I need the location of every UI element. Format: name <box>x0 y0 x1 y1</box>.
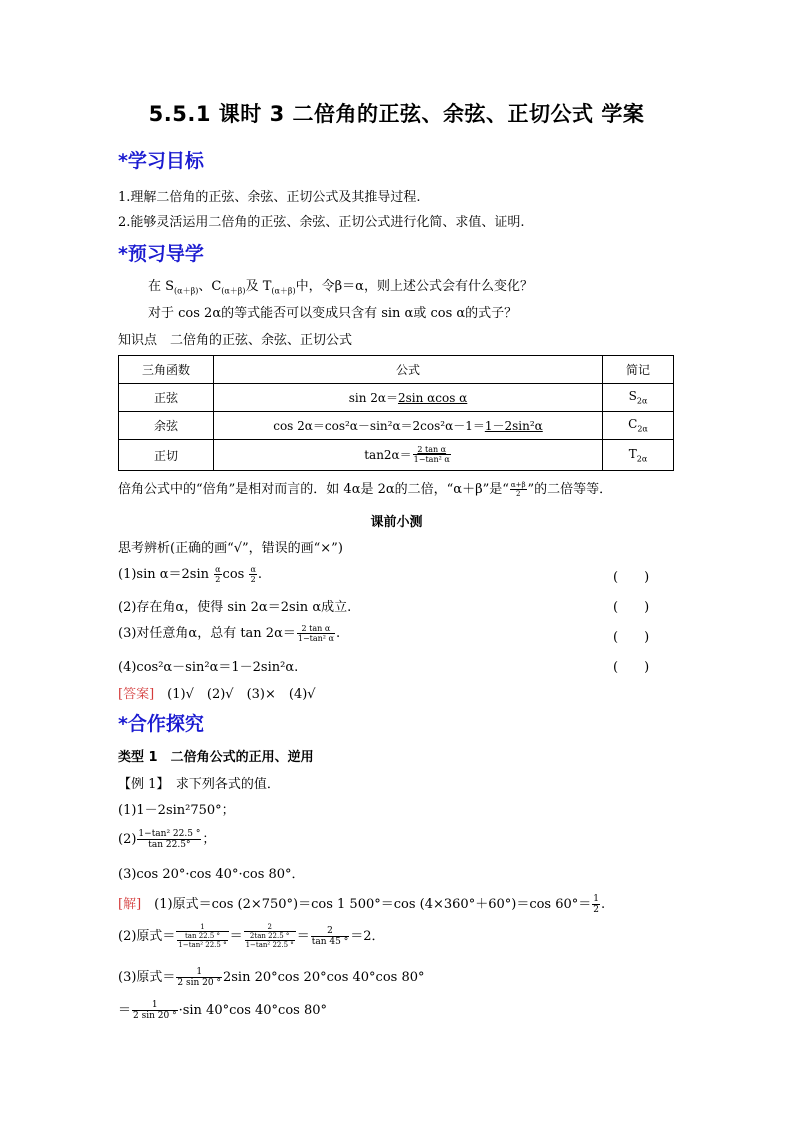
goal-1: 1.理解二倍角的正弦、余弦、正切公式及其推导过程. <box>118 190 421 205</box>
quiz-item-4: (4)cos²α－sin²α＝1－2sin²α. <box>118 660 299 675</box>
preview-question-2: 对于 cos 2α的等式能否可以变成只含有 sin α或 cos α的式子？ <box>148 306 518 321</box>
solution-1: [解] (1)原式＝cos (2×750°)＝cos 1 500°＝cos (4×360°＋60°)＝cos 60°＝ $\frac{1}{2}$ . <box>118 893 606 915</box>
table-row <box>119 440 674 471</box>
table-cell-name: 余弦 <box>119 412 214 440</box>
table-cell-name: 正弦 <box>119 384 214 412</box>
solution-3: (3)原式＝ $\frac{1}{2 \sin 20 ^\circ}$ 2sin 20°cos 20°cos 40°cos 80° <box>118 966 425 988</box>
fraction: $\frac{\text{2 tan α}}{\text{1−tan² α}}$ <box>297 623 334 643</box>
page-title: 5.5.1 课时 3 二倍角的正弦、余弦、正切公式 学案 <box>148 102 645 126</box>
fraction: $\frac{\alpha}{2}$ <box>250 564 256 584</box>
solution-4: ＝ $\frac{1}{2 \sin 20 ^\circ}$ ·sin 40°cos 40°cos 80° <box>118 999 327 1021</box>
solution-2: (2)原式＝ $\frac{1}{\frac{\tan 22.5 ^\circ}{\text{1−tan² 22.5 °}}}$ ＝ $\frac{2}{\frac{2\tan 22.5 ^\circ}{\text{1−tan² 22.5 °}}}$ ＝ $\frac{2}{\tan 45 ^\circ}$ ＝2． <box>118 923 385 949</box>
fraction: $\frac{\text{2 tan α}}{\text{1−tan² α}}$ <box>413 445 450 465</box>
table-cell-short: $T_{2\alpha}$ <box>603 440 674 471</box>
quiz-heading: 课前小测 <box>370 515 423 530</box>
table-header-row <box>119 356 674 384</box>
table-header: 三角函数 <box>119 356 214 384</box>
knowledge-point: 知识点 二倍角的正弦、余弦、正切公式 <box>118 333 353 348</box>
formula-table <box>118 355 674 471</box>
table-header: 简记 <box>603 356 674 384</box>
quiz-intro: 思考辨析(正确的画“√”，错误的画“×”) <box>118 541 343 556</box>
table-header: 公式 <box>214 356 603 384</box>
answer-parentheses: ( ) <box>613 570 650 585</box>
table-cell-formula: sin 2α＝2sin αcos α <box>214 384 603 412</box>
quiz-item-3: (3)对任意角α，总有 tan 2α＝ $\frac{\text{2 tan α}}{\text{1−tan² α}}$ . <box>118 623 341 643</box>
table-cell-name: 正切 <box>119 440 214 471</box>
fraction: $\frac{1}{\frac{\tan 22.5 ^\circ}{\text{1−tan² 22.5 °}}}$ <box>178 923 227 949</box>
preview-question-1: 在 $S_{(\alpha+\beta)}$、$C_{(\alpha+\beta)}$及 $T_{(\alpha+\beta)}$中，令β＝α，则上述公式会有什么变化？ <box>148 279 533 296</box>
fraction: $\frac{\alpha+\beta}{2}$ <box>510 480 526 498</box>
fraction: $\frac{\text{1−tan² 22.5 °}}{\tan 22.5^\circ}$ <box>138 828 201 850</box>
section-goals-heading: *学习目标 <box>118 150 204 172</box>
answer-parentheses: ( ) <box>613 660 650 675</box>
note-paragraph: 倍角公式中的“倍角”是相对而言的．如 4α是 2α的二倍，“α＋β”是“ $\frac{\alpha+\beta}{2}$ ”的二倍等等． <box>118 480 613 498</box>
table-cell-short: $C_{2\alpha}$ <box>603 412 674 440</box>
goal-2: 2.能够灵活运用二倍角的正弦、余弦、正切公式进行化简、求值、证明. <box>118 215 525 230</box>
table-cell-formula: cos 2α＝cos²α－sin²α＝2cos²α－1＝1－2sin²α <box>214 412 603 440</box>
quiz-item-1: (1)sin α＝2sin $\frac{\alpha}{2}$ cos $\frac{\alpha}{2}$ . <box>118 564 263 584</box>
answer-tag: [答案] <box>118 687 155 702</box>
table-row <box>119 412 674 440</box>
section-preview-heading: *预习导学 <box>118 243 204 265</box>
fraction: $\frac{1}{2}$ <box>593 893 600 915</box>
table-cell-short: $S_{2\alpha}$ <box>603 384 674 412</box>
section-explore-heading: *合作探究 <box>118 713 204 735</box>
problem-2: (2) $\frac{\text{1−tan² 22.5 °}}{\tan 22.5^\circ}$ ； <box>118 828 216 850</box>
problem-3: (3)cos 20°·cos 40°·cos 80°． <box>118 867 305 882</box>
answer-parentheses: ( ) <box>613 630 650 645</box>
problem-1: (1)1－2sin²750°； <box>118 803 235 818</box>
quiz-item-2: (2)存在角α，使得 sin 2α＝2sin α成立. <box>118 600 352 615</box>
fraction: $\frac{1}{2 \sin 20 ^\circ}$ <box>177 966 221 988</box>
quiz-answer: [答案] (1)√ (2)√ (3)× (4)√ <box>118 687 316 702</box>
fraction: $\frac{2}{\frac{2\tan 22.5 ^\circ}{\text{1−tan² 22.5 °}}}$ <box>245 923 294 949</box>
table-row <box>119 384 674 412</box>
fraction: $\frac{2}{\tan 45 ^\circ}$ <box>311 925 349 947</box>
fraction: $\frac{\alpha}{2}$ <box>215 564 221 584</box>
solution-tag: [解] <box>118 897 142 912</box>
fraction: $\frac{1}{2 \sin 20 ^\circ}$ <box>133 999 177 1021</box>
example-1: 【例 1】 求下列各式的值． <box>118 777 280 792</box>
answer-parentheses: ( ) <box>613 600 650 615</box>
table-cell-formula: tan2α＝ $\frac{\text{2 tan α}}{\text{1−tan² α}}$ <box>214 440 603 471</box>
type-1-heading: 类型 1 二倍角公式的正用、逆用 <box>118 750 314 765</box>
